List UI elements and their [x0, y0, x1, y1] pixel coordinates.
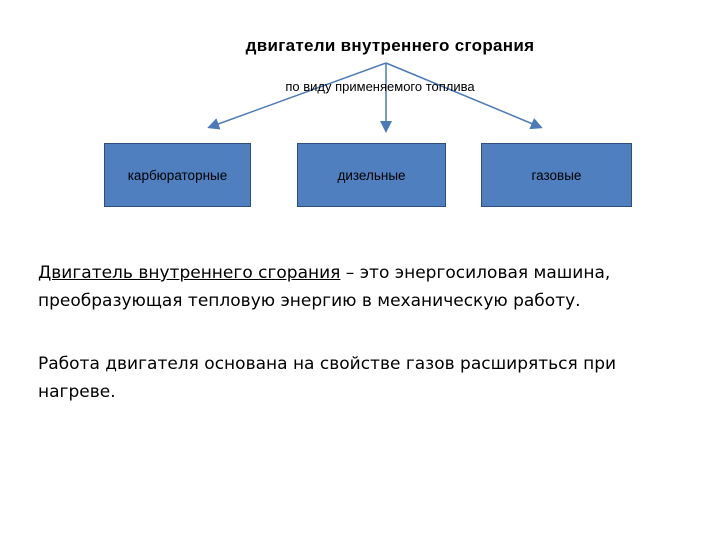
definition-text: – это энергосиловая машина, преобразующая тепловую энергию в механическую работу. — [38, 263, 611, 311]
arrow-right — [386, 63, 540, 127]
definition-term: Двигатель внутреннего сгорания — [38, 263, 341, 283]
diagram-title: двигатели внутреннего сгорания — [245, 36, 535, 55]
node-label: карбюраторные — [127, 167, 228, 183]
arrow-left — [210, 63, 386, 127]
node-label: газовые — [531, 167, 582, 183]
explanation-paragraph: Работа двигателя основана на свойстве газов расширяться при нагреве. — [38, 354, 617, 402]
node-gas — [481, 143, 632, 207]
definition-paragraph — [38, 259, 688, 315]
node-diesel — [297, 143, 446, 207]
node-label: дизельные — [337, 167, 406, 183]
node-carburetor — [104, 143, 251, 207]
edge-label: по виду применяемого топлива — [285, 79, 475, 94]
